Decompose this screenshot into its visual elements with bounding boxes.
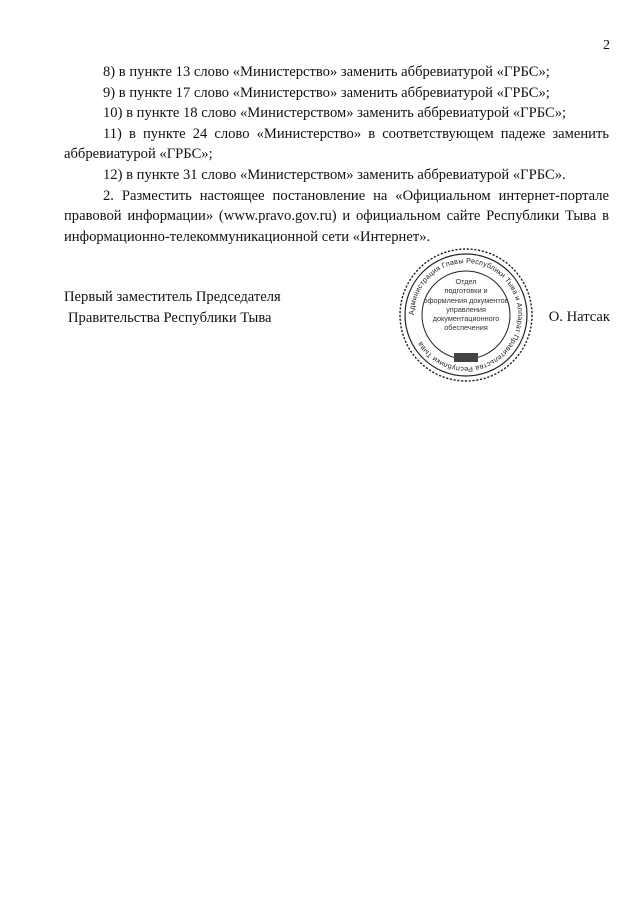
seal-bottom-mark — [454, 353, 478, 362]
official-seal — [398, 247, 534, 383]
paragraph-item-9: 9) в пункте 17 слово «Министерство» заменить аббревиатурой «ГРБС»; — [103, 84, 550, 101]
seal-ring-text: Администрация Главы Республики Тыва и Аппарат Правительства Республики Тыва — [406, 255, 526, 375]
seal-center-line: документационного — [432, 314, 500, 324]
seal-center-text — [420, 277, 512, 333]
paragraph-section-2: 2. Разместить настоящее постановление на «Официальном интернет-портале правовой информации» (www.pravo.gov.ru) и официальном сайте Республики Тыва в информационно-телекоммуникационной сети «Интернет». — [64, 187, 609, 245]
seal-center-line: обеспечения — [444, 323, 488, 333]
document-body — [64, 62, 609, 247]
paragraph-item-11: 11) в пункте 24 слово «Министерство» в соответствующем падеже заменить аббревиатурой «ГРБС»; — [64, 125, 609, 163]
seal-center-line: подготовки и — [444, 286, 488, 296]
paragraph-item-10: 10) в пункте 18 слово «Министерством» заменить аббревиатурой «ГРБС»; — [103, 105, 567, 122]
paragraph-item-8: 8) в пункте 13 слово «Министерство» заменить аббревиатурой «ГРБС»; — [103, 64, 550, 80]
seal-center-line: оформления документов — [423, 295, 509, 305]
seal-center-line: Отдел — [455, 277, 477, 286]
signatory-position-line2: Правительства Республики Тыва — [68, 309, 272, 326]
page-number: 2 — [603, 38, 610, 53]
signatory-position — [64, 287, 281, 328]
seal-center-line: управления — [446, 304, 486, 314]
signatory-position-line1: Первый заместитель Председателя — [64, 289, 281, 305]
paragraph-item-12: 12) в пункте 31 слово «Министерством» заменить аббревиатурой «ГРБС». — [103, 166, 566, 183]
signatory-name: О. Натсак — [548, 309, 610, 325]
